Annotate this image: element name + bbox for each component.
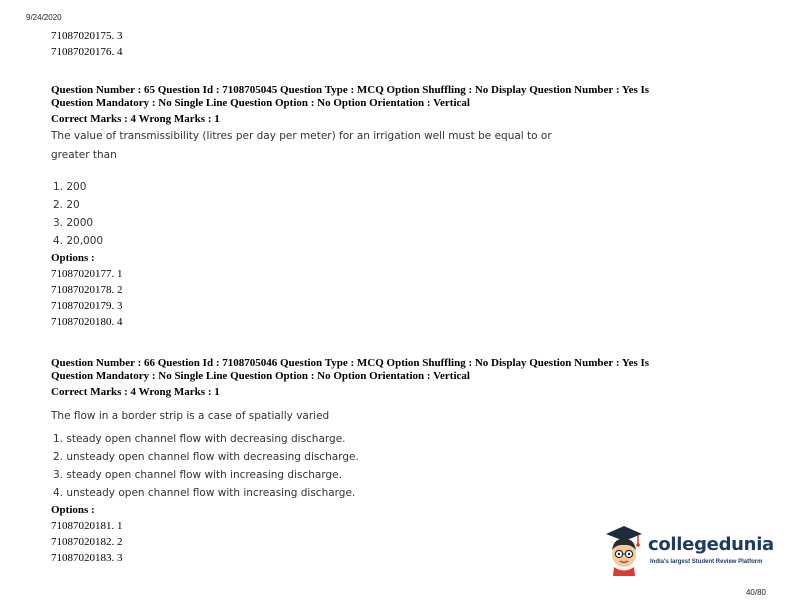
previous-question-options	[51, 28, 751, 60]
option-id: 71087020181. 1	[51, 520, 123, 532]
choice-item: 2. 20	[53, 199, 80, 211]
question-text-line: greater than	[51, 149, 117, 161]
option-id: 71087020179. 3	[51, 300, 123, 312]
options-label: Options :	[51, 252, 95, 264]
choice-item: 1. 200	[53, 181, 87, 193]
choice-item: 3. steady open channel flow with increasing discharge.	[53, 469, 342, 481]
question-text-line: The flow in a border strip is a case of spatially varied	[51, 410, 330, 422]
choice-item: 1. steady open channel flow with decreasing discharge.	[53, 433, 346, 445]
choice-list	[51, 430, 751, 502]
option-id: 71087020180. 4	[51, 316, 123, 328]
question-header-line: Question Mandatory : No Single Line Question Option : No Option Orientation : Vertical	[51, 97, 470, 109]
logo-wordmark: collegedunia	[648, 534, 774, 555]
question-65	[51, 84, 751, 330]
student-mascot-icon	[604, 524, 644, 576]
options-label: Options :	[51, 504, 95, 516]
choice-list	[51, 178, 751, 250]
choice-item: 2. unsteady open channel flow with decreasing discharge.	[53, 451, 359, 463]
option-id: 71087020176. 4	[51, 46, 123, 58]
choice-item: 3. 2000	[53, 217, 94, 229]
marks-info: Correct Marks : 4 Wrong Marks : 1	[51, 113, 220, 125]
option-id: 71087020175. 3	[51, 30, 123, 42]
question-text	[51, 127, 751, 165]
question-header-line: Question Mandatory : No Single Line Question Option : No Option Orientation : Vertical	[51, 370, 470, 382]
question-header	[51, 84, 751, 110]
question-header-line: Question Number : 66 Question Id : 7108705046 Question Type : MCQ Option Shuffling : No Display Question Number : Yes Is	[51, 357, 650, 369]
option-id-list	[51, 266, 751, 330]
print-date: 9/24/2020	[26, 13, 62, 22]
marks-info: Correct Marks : 4 Wrong Marks : 1	[51, 386, 220, 398]
page-number: 40/80	[745, 588, 766, 597]
question-header-line: Question Number : 65 Question Id : 7108705045 Question Type : MCQ Option Shuffling : No Display Question Number : Yes Is	[51, 84, 650, 96]
collegedunia-logo[interactable]	[604, 524, 774, 576]
option-id: 71087020177. 1	[51, 268, 123, 280]
option-id: 71087020178. 2	[51, 284, 123, 296]
question-text	[51, 407, 751, 426]
question-header	[51, 357, 751, 383]
option-id: 71087020182. 2	[51, 536, 123, 548]
question-text-line: The value of transmissibility (litres per day per meter) for an irrigation well must be equal to or	[51, 130, 552, 142]
choice-item: 4. 20,000	[53, 235, 104, 247]
choice-item: 4. unsteady open channel flow with increasing discharge.	[53, 487, 356, 499]
logo-tagline: India's largest Student Review Platform	[650, 559, 763, 565]
option-id: 71087020183. 3	[51, 552, 123, 564]
